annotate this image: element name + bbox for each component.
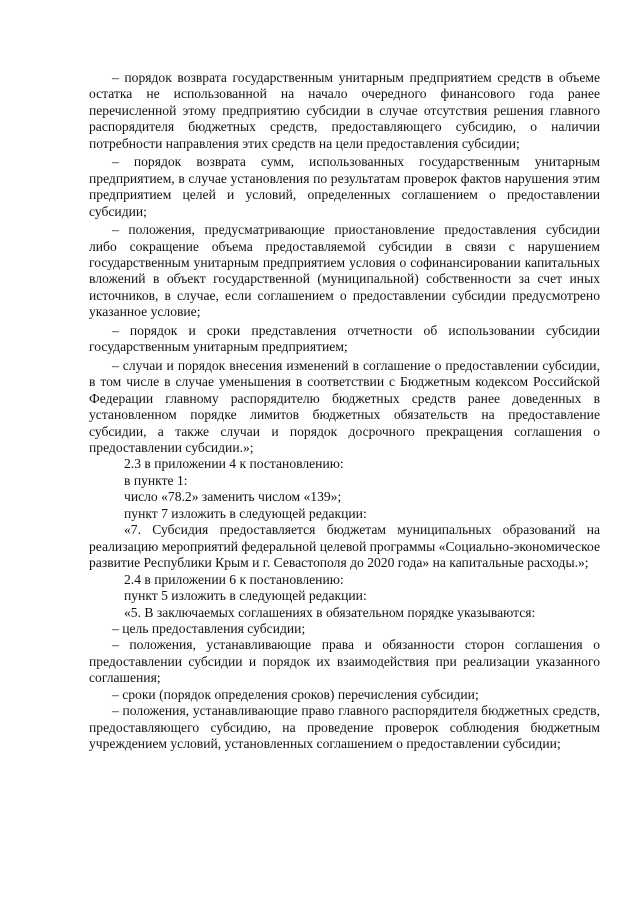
paragraph-annex-6-heading: 2.4 в приложении 6 к постановлению: (124, 571, 344, 587)
paragraph-transfer-terms: – сроки (порядок определения сроков) перечисления субсидии; (112, 686, 479, 702)
paragraph-agreement-changes: – случаи и порядок внесения изменений в соглашение о предоставлении субсидии, в том числе в случае уменьшения в соответствии с Бюджетным кодексом Российской Федерации главному распорядителю бюджетных средств ранее доведенных в установленном порядке лимитов бюджетных обязательств на предоставление субсидии, а также случаи и порядок досрочного прекращения соглашения о предоставлении субсидии.»; (89, 357, 600, 455)
paragraph-point-1: в пункте 1: (124, 472, 188, 488)
paragraph-return-remaining-funds: – порядок возврата государственным унитарным предприятием средств в объеме остатка не использованной на начало очередного финансового года ранее перечисленной этому предприятию субсидии в случае отсутствия решения главного распорядителя бюджетных средств, предоставляющего субсидию, о наличии потребности направления этих средств на цели предоставления субсидии; (89, 70, 600, 151)
paragraph-reporting-order: – порядок и сроки представления отчетности об использовании субсидии государственным унитарным предприятием; (89, 322, 600, 355)
paragraph-return-used-sums: – порядок возврата сумм, использованных государственным унитарным предприятием, в случае установления по результатам проверок фактов нарушения этим предприятием целей и условий, определенных соглашением о предоставлении субсидии; (89, 154, 600, 219)
paragraph-point-5-text: «5. В заключаемых соглашениях в обязательном порядке указываются: (124, 604, 536, 620)
paragraph-subsidy-goal: – цель предоставления субсидии; (112, 620, 306, 636)
paragraph-rights-obligations: – положения, устанавливающие права и обязанности сторон соглашения о предоставлении субсидии и порядок их взаимодействия при реализации указанного соглашения; (89, 637, 600, 686)
paragraph-number-replacement: число «78.2» заменить числом «139»; (124, 489, 342, 505)
paragraph-point-7-text: «7. Субсидия предоставляется бюджетам муниципальных образований на реализацию мероприятий федеральной целевой программы «Социально-экономическое развитие Республики Крым и г. Севастополя до 2020 года» на капитальные расходы.»; (89, 522, 600, 571)
paragraph-inspection-right: – положения, устанавливающие право главного распорядителя бюджетных средств, предоставляющего субсидию, на проведение проверок соблюдения бюджетным учреждением условий, установленных соглашением о предоставлении субсидии; (89, 703, 600, 752)
paragraph-point-7-heading: пункт 7 изложить в следующей редакции: (124, 505, 367, 521)
paragraph-point-5-heading: пункт 5 изложить в следующей редакции: (124, 588, 367, 604)
paragraph-suspension-provisions: – положения, предусматривающие приостановление предоставления субсидии либо сокращение объема предоставляемой субсидии в связи с нарушением государственным унитарным предприятием условия о софинансировании капитальных вложений в объект государственной (муниципальной) собственности за счет иных источников, в случае, если соглашением о предоставлении субсидии предусмотрено указанное условие; (89, 222, 600, 320)
paragraph-annex-4-heading: 2.3 в приложении 4 к постановлению: (124, 456, 344, 472)
